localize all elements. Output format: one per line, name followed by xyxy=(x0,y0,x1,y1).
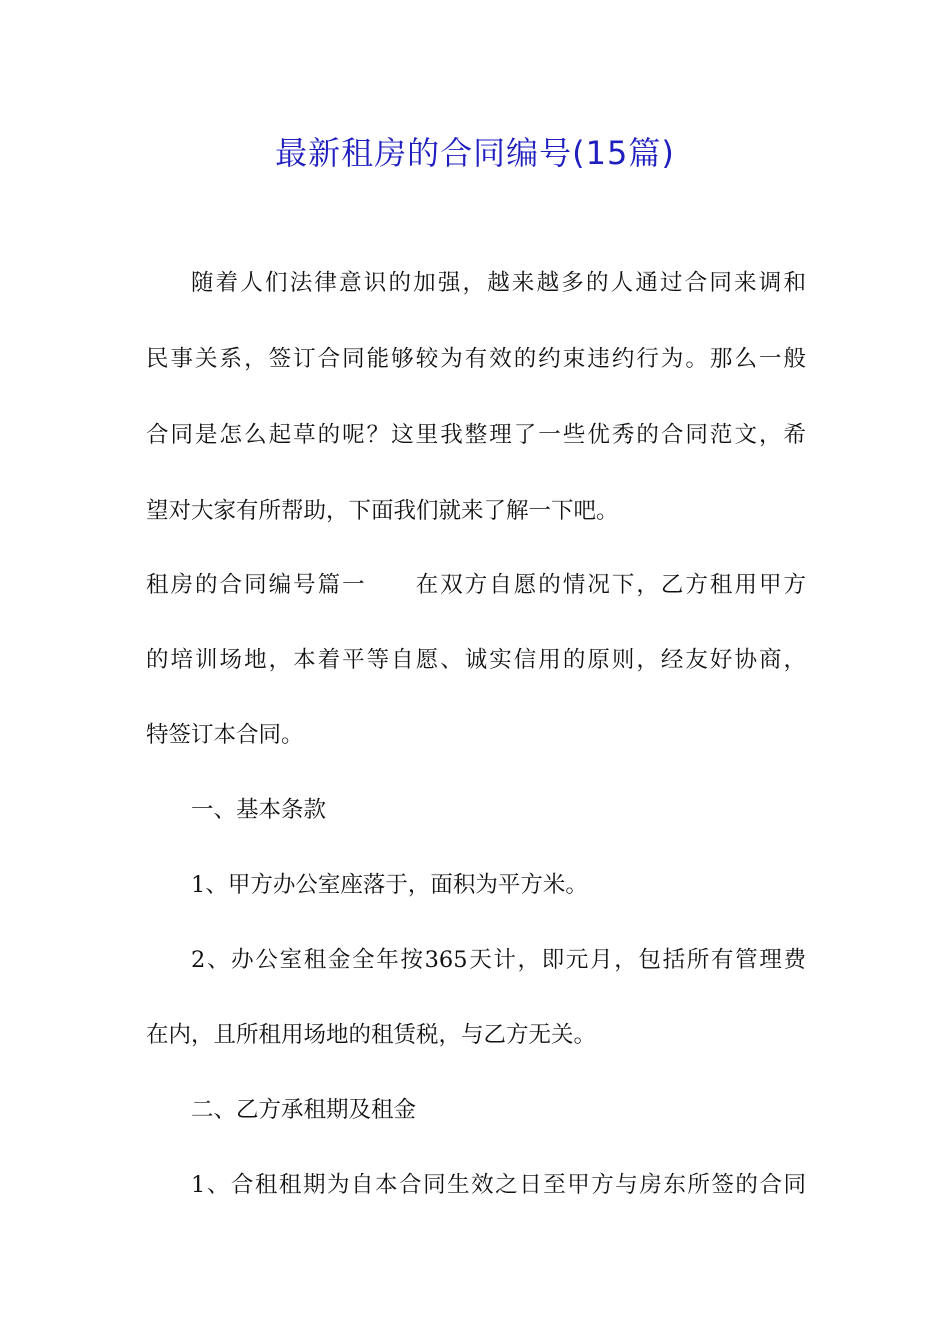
line-text: 2、办公室租金全年按365天计，即元月，包括所有管理费 xyxy=(191,947,806,973)
paragraph-line xyxy=(146,344,806,374)
paragraph-line xyxy=(146,420,806,450)
line-text: 合同是怎么起草的呢？这里我整理了一些优秀的合同范文，希 xyxy=(146,422,806,448)
paragraph-line xyxy=(146,570,806,600)
paragraph-line xyxy=(146,496,619,526)
line-text: 在内，且所租用场地的租赁税，与乙方无关。 xyxy=(146,1022,597,1048)
paragraph-line xyxy=(191,945,806,975)
line-text: 随着人们法律意识的加强，越来越多的人通过合同来调和 xyxy=(191,270,806,296)
section-heading xyxy=(191,795,326,825)
paragraph-line xyxy=(146,645,806,675)
line-text: 1、合租租期为自本合同生效之日至甲方与房东所签的合同 xyxy=(191,1172,806,1198)
line-text: 1、甲方办公室座落于，面积为平方米。 xyxy=(191,872,588,898)
document-title: 最新租房的合同编号(15篇) xyxy=(275,134,675,172)
paragraph-line xyxy=(191,268,806,298)
paragraph-line xyxy=(146,1020,596,1050)
line-text: 民事关系，签订合同能够较为有效的约束违约行为。那么一般 xyxy=(146,346,806,372)
line-text: 二、乙方承租期及租金 xyxy=(191,1097,417,1123)
line-text: 租房的合同编号篇一 在双方自愿的情况下，乙方租用甲方 xyxy=(146,572,806,598)
line-text: 望对大家有所帮助，下面我们就来了解一下吧。 xyxy=(146,498,619,524)
paragraph-line xyxy=(146,720,304,750)
line-text: 一、基本条款 xyxy=(191,797,327,823)
section-heading xyxy=(191,1095,416,1125)
line-text: 特签订本合同。 xyxy=(146,722,304,748)
paragraph-line xyxy=(191,1170,806,1200)
paragraph-line xyxy=(191,870,588,900)
line-text: 的培训场地，本着平等自愿、诚实信用的原则，经友好协商， xyxy=(146,647,806,673)
